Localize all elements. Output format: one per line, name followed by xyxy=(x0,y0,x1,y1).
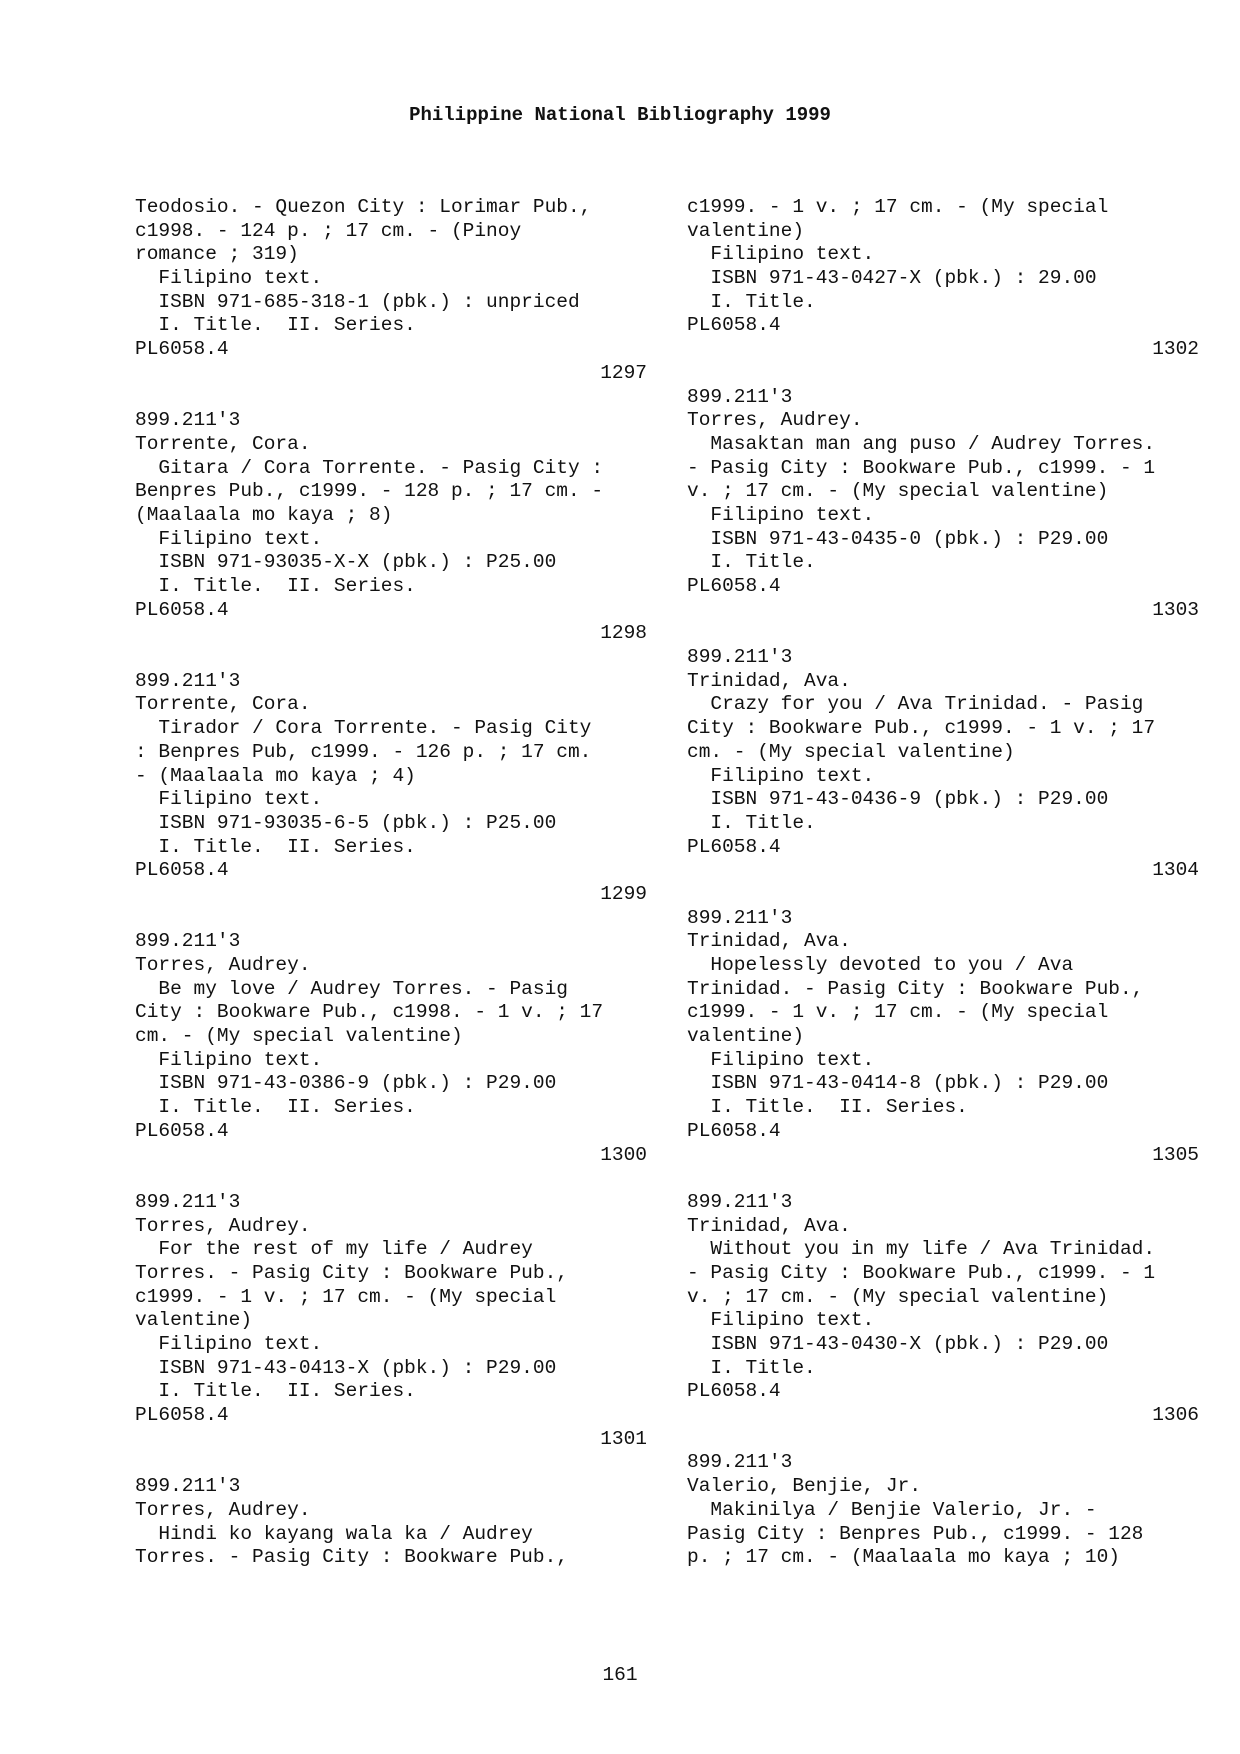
entry-line: 899.211'3 xyxy=(135,930,241,953)
entry-line: Filipino text. xyxy=(135,267,323,290)
entry-line: Be my love / Audrey Torres. - Pasig xyxy=(135,977,568,1000)
entry-number: 1298 xyxy=(600,622,647,645)
right-column xyxy=(687,196,1199,1570)
entry-line: Filipino text. xyxy=(135,1333,323,1355)
bibliography-entry xyxy=(135,409,647,670)
entry-line: I. Title. II. Series. xyxy=(135,575,416,597)
bibliography-entry xyxy=(687,1451,1199,1569)
entry-spacer xyxy=(135,386,647,410)
entry-spacer xyxy=(135,1451,647,1475)
entry-line: PL6058.4 xyxy=(135,1119,229,1142)
entry-line: 899.211'3 xyxy=(135,409,241,432)
bibliography-entry xyxy=(687,646,1199,907)
entry-line: Filipino text. xyxy=(135,527,323,550)
left-column xyxy=(135,196,647,1570)
bibliography-entry xyxy=(135,670,647,931)
entry-line: I. Title. xyxy=(687,290,816,313)
entry-line: ISBN 971-685-318-1 (pbk.) : unpriced xyxy=(135,290,580,313)
entry-line: Hopelessly devoted to you / Ava xyxy=(687,954,1074,976)
entry-line: I. Title. xyxy=(687,811,816,834)
entry-spacer xyxy=(135,646,647,670)
entry-line: Torres, Audrey. xyxy=(687,409,863,432)
entry-line: - (Maalaala mo kaya ; 4) xyxy=(135,764,416,787)
entry-line: 899.211'3 xyxy=(135,1190,241,1213)
entry-line: 899.211'3 xyxy=(687,1190,793,1213)
entry-line: I. Title. xyxy=(687,1356,816,1379)
entry-line: City : Bookware Pub., c1998. - 1 v. ; 17 xyxy=(135,1001,604,1024)
entry-line: Torrente, Cora. xyxy=(135,432,311,455)
entry-number: 1301 xyxy=(600,1427,647,1450)
entry-line: I. Title. xyxy=(687,551,816,574)
entry-line: PL6058.4 xyxy=(135,859,229,882)
entry-line: Torres. - Pasig City : Bookware Pub., xyxy=(135,1546,568,1569)
entry-line: Hindi ko kayang wala ka / Audrey xyxy=(135,1522,533,1545)
entry-line: Filipino text. xyxy=(687,1048,875,1071)
entry-number: 1299 xyxy=(600,882,647,905)
entry-line: Benpres Pub., c1999. - 128 p. ; 17 cm. - xyxy=(135,480,604,503)
entry-line: : Benpres Pub, c1999. - 126 p. ; 17 cm. xyxy=(135,740,592,763)
entry-line: PL6058.4 xyxy=(687,835,781,858)
entry-line: Valerio, Benjie, Jr. xyxy=(687,1475,922,1498)
entry-line: For the rest of my life / Audrey xyxy=(135,1238,533,1261)
entry-line: 899.211'3 xyxy=(135,1475,241,1498)
entry-number: 1300 xyxy=(600,1143,647,1166)
entry-line: valentine) xyxy=(135,1309,253,1332)
entry-number: 1304 xyxy=(1152,859,1199,882)
entry-line: 899.211'3 xyxy=(687,646,793,669)
entry-line: PL6058.4 xyxy=(135,1404,229,1427)
entry-line: Torres, Audrey. xyxy=(135,1214,311,1237)
entry-line: p. ; 17 cm. - (Maalaala mo kaya ; 10) xyxy=(687,1546,1120,1569)
entry-line: v. ; 17 cm. - (My special valentine) xyxy=(687,1285,1109,1308)
entry-line: Teodosio. - Quezon City : Lorimar Pub., xyxy=(135,196,592,218)
entry-line: 899.211'3 xyxy=(687,1451,793,1474)
bibliography-entry xyxy=(135,196,647,409)
entry-line: Trinidad, Ava. xyxy=(687,930,851,953)
entry-line: c1999. - 1 v. ; 17 cm. - (My special xyxy=(687,196,1109,218)
entry-line: ISBN 971-43-0414-8 (pbk.) : P29.00 xyxy=(687,1072,1109,1095)
entry-line: (Maalaala mo kaya ; 8) xyxy=(135,503,393,526)
entry-line: PL6058.4 xyxy=(687,1380,781,1403)
entry-line: 899.211'3 xyxy=(687,906,793,929)
entry-number: 1306 xyxy=(1152,1404,1199,1427)
entry-line: ISBN 971-43-0436-9 (pbk.) : P29.00 xyxy=(687,788,1109,811)
entry-spacer xyxy=(687,1167,1199,1191)
entry-line: ISBN 971-43-0435-0 (pbk.) : P29.00 xyxy=(687,527,1109,550)
entry-line: PL6058.4 xyxy=(687,575,781,597)
entry-line: - Pasig City : Bookware Pub., c1999. - 1 xyxy=(687,1261,1156,1284)
bibliography-entry xyxy=(687,1191,1199,1452)
entry-line: c1999. - 1 v. ; 17 cm. - (My special xyxy=(135,1285,557,1308)
entry-line: I. Title. II. Series. xyxy=(135,1096,416,1119)
entry-line: Trinidad, Ava. xyxy=(687,669,851,692)
entry-line: Tirador / Cora Torrente. - Pasig City xyxy=(135,717,592,740)
entry-line: ISBN 971-43-0430-X (pbk.) : P29.00 xyxy=(687,1333,1109,1355)
entry-line: romance ; 319) xyxy=(135,243,299,266)
entry-line: Torres, Audrey. xyxy=(135,1498,311,1521)
entry-spacer xyxy=(687,622,1199,646)
entry-line: Filipino text. xyxy=(135,1048,323,1071)
entry-line: valentine) xyxy=(687,219,805,242)
entry-line: 899.211'3 xyxy=(687,385,793,408)
entry-spacer xyxy=(135,907,647,931)
entry-line: ISBN 971-43-0386-9 (pbk.) : P29.00 xyxy=(135,1072,557,1095)
entry-line: ISBN 971-93035-X-X (pbk.) : P25.00 xyxy=(135,551,557,574)
bibliography-entry xyxy=(135,1475,647,1570)
entry-line: Trinidad. - Pasig City : Bookware Pub., xyxy=(687,977,1144,1000)
entry-line: ISBN 971-43-0427-X (pbk.) : 29.00 xyxy=(687,267,1097,290)
entry-line: PL6058.4 xyxy=(687,1119,781,1142)
entry-line: Trinidad, Ava. xyxy=(687,1214,851,1237)
entry-line: City : Bookware Pub., c1999. - 1 v. ; 17 xyxy=(687,717,1156,740)
bibliography-entry xyxy=(687,907,1199,1191)
entry-line: Torres, Audrey. xyxy=(135,954,311,976)
entry-line: Filipino text. xyxy=(687,503,875,526)
entry-line: Filipino text. xyxy=(135,788,323,811)
page-number: 161 xyxy=(602,1664,638,1686)
bibliography-entry xyxy=(687,386,1199,647)
entry-line: Torres. - Pasig City : Bookware Pub., xyxy=(135,1261,568,1284)
entry-line: Filipino text. xyxy=(687,243,875,266)
entry-line: Masaktan man ang puso / Audrey Torres. xyxy=(687,432,1156,455)
entry-line: Torrente, Cora. xyxy=(135,693,311,716)
entry-line: ISBN 971-43-0413-X (pbk.) : P29.00 xyxy=(135,1356,557,1379)
entry-line: c1998. - 124 p. ; 17 cm. - (Pinoy xyxy=(135,219,522,242)
entry-line: Pasig City : Benpres Pub., c1999. - 128 xyxy=(687,1522,1144,1545)
entry-number: 1302 xyxy=(1152,338,1199,361)
entry-line: valentine) xyxy=(687,1025,805,1048)
entry-line: I. Title. II. Series. xyxy=(135,835,416,858)
bibliography-entry xyxy=(687,196,1199,386)
entry-line: PL6058.4 xyxy=(687,314,781,337)
entry-line: ISBN 971-93035-6-5 (pbk.) : P25.00 xyxy=(135,811,557,834)
entry-line: PL6058.4 xyxy=(135,338,229,361)
entry-line: Without you in my life / Ava Trinidad. xyxy=(687,1238,1156,1261)
entry-line: Filipino text. xyxy=(687,1309,875,1332)
entry-line: 899.211'3 xyxy=(135,669,241,692)
entry-line: Makinilya / Benjie Valerio, Jr. - xyxy=(687,1498,1097,1521)
entry-line: I. Title. II. Series. xyxy=(687,1096,968,1119)
page-header: Philippine National Bibliography 1999 xyxy=(409,104,831,126)
entry-spacer xyxy=(687,883,1199,907)
entry-spacer xyxy=(687,1428,1199,1452)
entry-number: 1297 xyxy=(600,361,647,384)
bibliography-entry xyxy=(135,930,647,1191)
entry-number: 1305 xyxy=(1152,1143,1199,1166)
entry-line: cm. - (My special valentine) xyxy=(135,1025,463,1048)
entry-line: Crazy for you / Ava Trinidad. - Pasig xyxy=(687,693,1144,716)
entry-line: Gitara / Cora Torrente. - Pasig City : xyxy=(135,456,604,479)
entry-spacer xyxy=(687,362,1199,386)
entry-spacer xyxy=(135,1167,647,1191)
entry-line: c1999. - 1 v. ; 17 cm. - (My special xyxy=(687,1001,1109,1024)
entry-line: - Pasig City : Bookware Pub., c1999. - 1 xyxy=(687,456,1156,479)
entry-line: I. Title. II. Series. xyxy=(135,1380,416,1403)
entry-line: I. Title. II. Series. xyxy=(135,314,416,337)
bibliography-entry xyxy=(135,1191,647,1475)
entry-line: v. ; 17 cm. - (My special valentine) xyxy=(687,480,1109,503)
entry-line: Filipino text. xyxy=(687,764,875,787)
entry-line: PL6058.4 xyxy=(135,598,229,621)
entry-number: 1303 xyxy=(1152,598,1199,621)
entry-line: cm. - (My special valentine) xyxy=(687,740,1015,763)
